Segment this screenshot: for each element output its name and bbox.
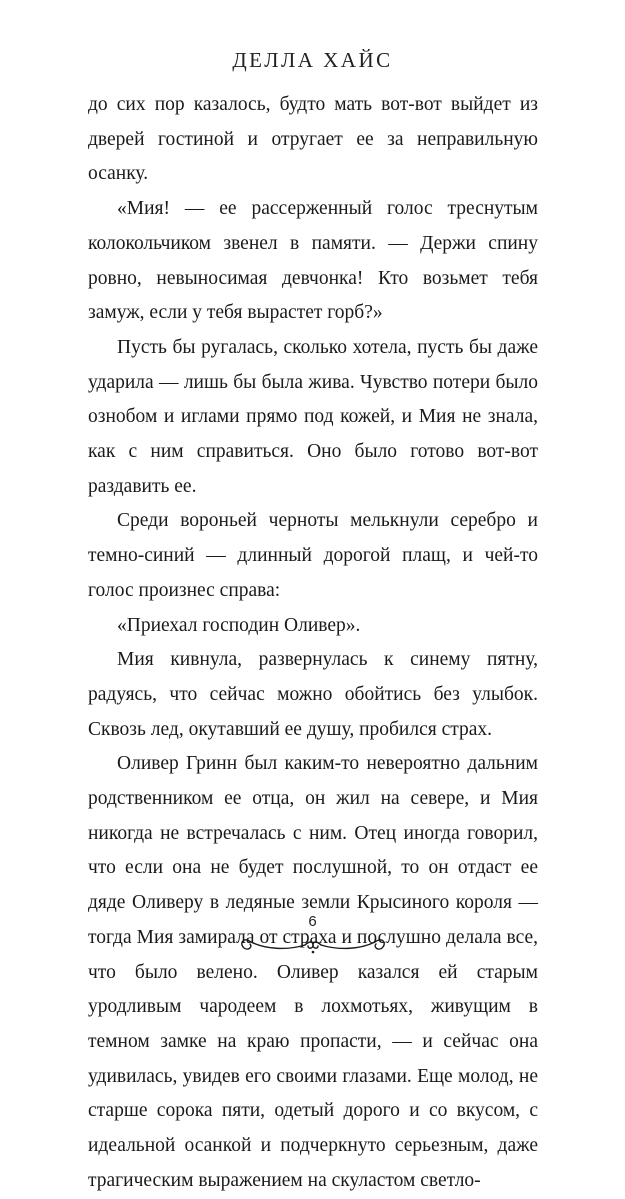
paragraph-6: Мия кивнула, развернулась к синему пятну, радуясь, что сейчас можно обойтись без улыбок. Сквозь лед, окутавший ее душу, пробился страх. — [88, 649, 538, 740]
paragraph-4: Среди вороньей черноты мелькнули серебро и темно-синий — длинный дорогой плащ, и чей-то голос произнес справа: — [88, 510, 538, 601]
running-title: ДЕЛЛА ХАЙС — [232, 48, 393, 72]
paragraph-5: «Приехал господин Оливер». — [117, 614, 361, 636]
page-number: 6 — [308, 913, 317, 930]
paragraph-3: Пусть бы ругалась, сколько хотела, пусть бы даже ударила — лишь бы была жива. Чувство потери было ознобом и иглами прямо под кожей, и Мия не знала, как с ним справиться. Оно было готово вот-вот раздавить ее. — [88, 336, 538, 497]
book-page-text — [88, 88, 538, 1199]
paragraph-2: «Мия! — ее рассерженный голос треснутым колокольчиком звенел в памяти. — Держи спину ровно, невыносимая девчонка! Кто возьмет тебя замуж, если у тебя вырастет горб?» — [88, 198, 538, 324]
paragraph-1: до сих пор казалось, будто мать вот-вот выйдет из дверей гостиной и отругает ее за неправильную осанку. — [88, 94, 538, 185]
paragraph-7: Оливер Гринн был каким-то невероятно дальним родственником ее отца, он жил на севере, и Мия никогда не встречалась с ним. Отец иногда говорил, что если она не будет послушной, то он отдаст ее дяде Оливеру в ледяные земли Крысиного короля — тогда Мия замирала от страха и послушно делала все, что было велено. Оливер казался ей старым уродливым чародеем в лохмотьях, живущим в темном замке на краю пропасти, — и сейчас она удивилась, увидев его своими глазами. Еще молод, не старше сорока пяти, одетый дорого и со вкусом, с идеальной осанкой и подчеркнуто серьезным, даже трагическим выражением на скуластом светло- — [88, 753, 538, 1191]
decorative-flourish-icon — [237, 930, 389, 958]
